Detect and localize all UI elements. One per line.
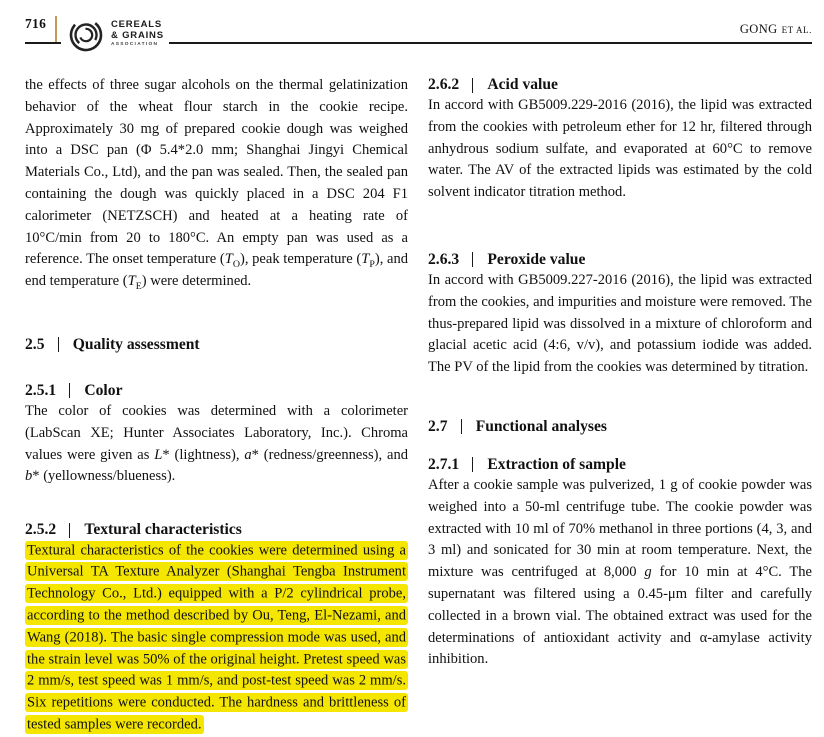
section-title: Color xyxy=(84,381,123,399)
section-divider xyxy=(472,78,473,93)
section-number: 2.7.1 xyxy=(428,455,460,473)
paragraph-dsc-method: the effects of three sugar alcohols on the thermal gelatinization behavior of the wheat flour starch in the cookie recipe. Approximately 30 mg of prepared cookie dough was weighed into a DSC pan (Φ 5.4*2.0 mm; Shanghai Jingyi Chemical Materials Co., Ltd), and the pan was sealed. Then, the sealed pan containing the dough was quickly placed in a DSC 204 F1 calorimeter (NETZSCH) and heated at a heating rate of 10°C/min from 20 to 180°C. An empty pan was used as a reference. The onset temperature $(T_O)$, peak temperature $(T_P)$, and end temperature $(T_E)$ were determined. xyxy=(25,77,408,293)
section-title: Quality assessment xyxy=(72,335,200,353)
two-column-body xyxy=(25,75,812,736)
section-heading-2-5-1 xyxy=(25,381,408,401)
running-head-et-al: ET AL. xyxy=(781,25,812,35)
section-heading-2-5-2 xyxy=(25,520,408,540)
page-number: 716 xyxy=(25,16,47,31)
highlighted-text: Textural characteristics of the cookies were determined using a Universal TA Texture Analyzer (Shanghai Tengba Instrument Technology Co., Ltd.) equipped with a P/2 cylindrical probe, according to the method described by Ou, Teng, El-Nezami, and Wang (2018). The basic single compression mode was used, and the strain level was 50% of the original height. Pretest speed was 2 mm/s, test speed was 1 mm/s, and post-test speed was 2 mm/s. Six repetitions were conducted. The hardness and brittleness of tested samples were recorded. xyxy=(27,542,406,733)
section-number: 2.5.1 xyxy=(25,381,57,399)
section-heading-2-7 xyxy=(428,417,812,437)
paragraph-color: The color of cookies was determined with a colorimeter (LabScan XE; Hunter Associates Laboratory, Inc.). Chroma values were given as L* (lightness), a* (redness/greenness), and b* (yellowness/blueness). xyxy=(25,402,408,485)
section-title: Acid value xyxy=(487,76,558,93)
section-number: 2.6.2 xyxy=(428,76,460,93)
section-number: 2.5 xyxy=(25,335,45,353)
paragraph-acid-value: In accord with GB5009.229-2016 (2016), the lipid was extracted from the cookies with petroleum ether for 12 hr, filtered through anhydrous sodium sulfate, and evaporated at 60°C to remove water. The AV of the extracted lipids was estimated by the cold solvent indicator titration method. xyxy=(428,97,812,201)
section-divider xyxy=(472,252,473,267)
left-column xyxy=(25,75,408,736)
paragraph-extraction: After a cookie sample was pulverized, 1 g of cookie powder was weighed into a 50-ml centrifuge tube. The cookie powder was extracted with 10 ml of 70% methanol in three portions (4, 3, and 3 ml) and sonicated for 30 min at room temperature. Next, the mixture was centrifuged at 8,000 g for 10 min at 4°C. The supernatant was filtered using a 0.45-μm filter and carefully collected in a brown vial. The obtained extract was used for the determinations of antioxidant activity and α-amylase activity inhibition. xyxy=(428,476,812,668)
section-title: Textural characteristics xyxy=(84,521,242,539)
section-title: Peroxide value xyxy=(487,250,586,268)
section-divider xyxy=(461,419,462,434)
running-head xyxy=(740,22,812,37)
section-number: 2.7 xyxy=(428,417,448,435)
right-column xyxy=(428,75,812,736)
logo-line3: ASSOCIATION xyxy=(111,42,159,47)
section-heading-2-5 xyxy=(25,335,408,355)
section-divider xyxy=(58,337,59,352)
section-divider xyxy=(69,523,70,538)
logo-swirl-icon xyxy=(64,12,108,56)
section-title: Extraction of sample xyxy=(487,455,626,473)
accent-divider-bar xyxy=(55,16,57,42)
section-number: 2.5.2 xyxy=(25,521,57,539)
logo-wordmark xyxy=(111,20,164,48)
section-title: Functional analyses xyxy=(475,417,607,435)
paragraph-peroxide-value: In accord with GB5009.227-2016 (2016), the lipid was extracted from the cookies, and impurities and moisture were removed. The thus-prepared lipid was dissolved in a mixture of chloroform and glacial acetic acid (4:6, v/v), and potassium iodide was added. The PV of the lipid from the cookies was determined by titration. xyxy=(428,271,812,376)
paragraph-textural xyxy=(25,540,408,736)
logo-line1: CEREALS xyxy=(111,19,162,30)
section-heading-2-6-2 xyxy=(428,75,812,95)
cereals-grains-logo xyxy=(61,11,169,58)
section-heading-2-6-3 xyxy=(428,250,812,270)
logo-line2: & GRAINS xyxy=(111,29,164,41)
page-header xyxy=(25,14,812,60)
section-number: 2.6.3 xyxy=(428,250,460,268)
section-divider xyxy=(69,383,70,398)
running-head-author: GONG xyxy=(739,22,778,36)
section-divider xyxy=(472,457,473,472)
section-heading-2-7-1 xyxy=(428,455,812,475)
